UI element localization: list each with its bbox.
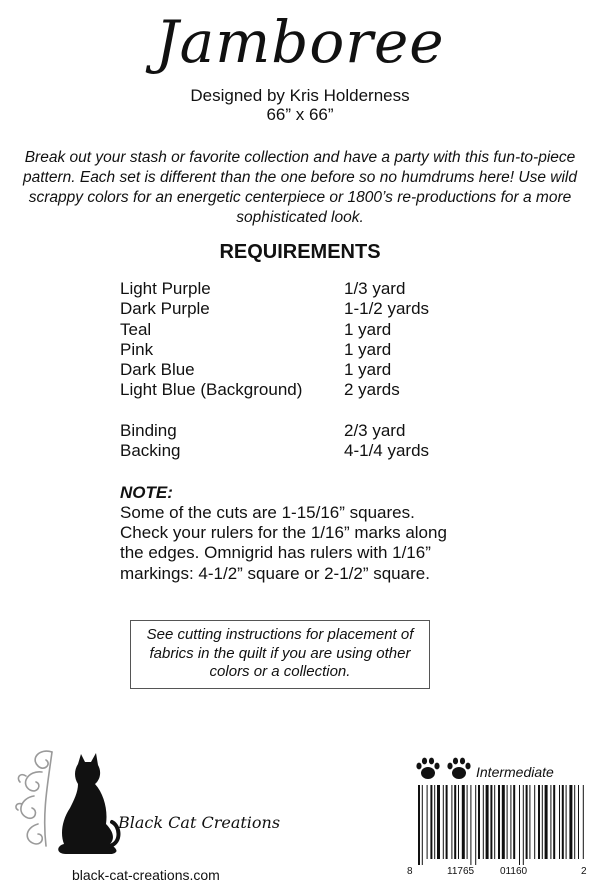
barcode-bar <box>494 785 495 859</box>
barcode-bar <box>583 785 584 859</box>
fabric-name: Dark Purple <box>120 299 210 319</box>
barcode-bar <box>470 785 471 865</box>
requirement-row <box>120 441 520 461</box>
brand-name: Black Cat Creations <box>118 813 281 832</box>
fabric-amount: 1-1/2 yards <box>344 299 430 319</box>
barcode-bar <box>454 785 456 859</box>
barcode-bar <box>578 785 579 859</box>
barcode-bar <box>534 785 535 859</box>
barcode-bar <box>553 785 555 859</box>
pattern-title: Jamboree <box>155 8 445 76</box>
barcode-bar <box>458 785 459 859</box>
barcode-bar <box>513 785 515 859</box>
barcode-bar <box>490 785 492 859</box>
fabric-name: Backing <box>120 441 181 461</box>
barcode-digits: 01160 <box>500 866 528 877</box>
requirement-row <box>120 320 520 340</box>
fabric-name: Light Blue (Background) <box>120 380 303 400</box>
paw-print-icon <box>415 756 441 782</box>
barcode-bar <box>542 785 543 859</box>
barcode-bar <box>462 785 465 859</box>
intro-paragraph: Break out your stash or favorite collection and have a party with this fun-to-piece pattern. Each set is different than the one before so no humdrums here! Use wild scrappy colors for an energetic centerpiece or 1800’s re-productions for a more sophisticated look. <box>22 149 577 226</box>
fabric-name: Binding <box>120 421 177 440</box>
barcode-bar <box>562 785 564 859</box>
barcode-bar <box>443 785 444 859</box>
barcode-bar <box>418 785 420 865</box>
barcode-bar <box>538 785 540 859</box>
quilt-size: 66” x 66” <box>266 105 334 124</box>
requirement-row <box>120 421 520 441</box>
fabric-amount: 2 yards <box>344 380 400 400</box>
fabric-amount: 1/3 yard <box>344 279 406 298</box>
requirement-row <box>120 299 520 319</box>
barcode-bar <box>498 785 500 859</box>
barcode-bar <box>427 785 428 859</box>
barcode-bar <box>559 785 560 859</box>
note-body: Some of the cuts are 1-15/16” squares. Check your rulers for the 1/16” marks along the edges. Omnigrid has rulers with 1/16” markings: 4-1/2” square or 2-1/2” square. <box>120 503 447 583</box>
barcode-bar <box>545 785 548 859</box>
barcode-bar <box>526 785 528 859</box>
barcode-bar <box>483 785 484 859</box>
barcode-bar <box>510 785 511 859</box>
barcode-bar <box>451 785 452 859</box>
barcode-bar <box>523 785 524 865</box>
fabric-name: Dark Blue <box>120 360 195 380</box>
barcode-bar <box>434 785 435 859</box>
barcode-bar <box>478 785 480 859</box>
note-heading: NOTE: <box>120 483 173 502</box>
black-cat-logo-icon <box>12 742 122 862</box>
barcode-bar <box>502 785 505 859</box>
barcode-bar <box>566 785 567 859</box>
requirement-row <box>120 279 520 299</box>
cutting-instructions-text: See cutting instructions for placement of fabrics in the quilt if you are using other colors or a collection. <box>146 626 414 680</box>
requirement-row <box>120 360 520 380</box>
barcode-bar <box>437 785 440 859</box>
barcode-bar <box>550 785 551 859</box>
fabric-requirements-list <box>120 279 520 401</box>
barcode-bar <box>519 785 520 865</box>
barcode-bar <box>446 785 448 859</box>
fabric-amount: 1 yard <box>344 339 392 359</box>
skill-level: Intermediate <box>476 764 554 780</box>
barcode-digits: 2 <box>581 866 587 877</box>
designer-credit: Designed by Kris Holderness <box>190 86 410 105</box>
barcode-bar <box>467 785 468 859</box>
cutting-instructions-box <box>130 620 430 689</box>
barcode-bar <box>574 785 575 859</box>
paw-print-icon <box>446 756 472 782</box>
barcode-digits: 8 <box>407 866 413 877</box>
requirement-row <box>120 380 520 400</box>
fabric-amount: 1 yard <box>344 360 392 380</box>
requirements-heading: REQUIREMENTS <box>219 241 381 263</box>
barcode-bar <box>569 785 572 859</box>
fabric-name: Light Purple <box>120 279 211 298</box>
barcode-bar <box>529 785 530 859</box>
finishing-requirements-list <box>120 421 520 462</box>
barcode-icon <box>418 785 586 865</box>
fabric-amount: 2/3 yard <box>344 421 406 440</box>
fabric-name: Pink <box>120 339 154 359</box>
barcode-bar <box>422 785 423 865</box>
barcode-bar <box>507 785 508 859</box>
barcode-bar <box>486 785 489 859</box>
barcode-digits: 11765 <box>447 866 475 877</box>
barcode-bar <box>430 785 432 859</box>
requirement-row <box>120 340 520 360</box>
fabric-amount: 4-1/4 yards <box>344 441 430 461</box>
barcode-bar <box>475 785 476 865</box>
website-url: black-cat-creations.com <box>72 867 220 883</box>
fabric-name: Teal <box>120 319 152 339</box>
fabric-amount: 1 yard <box>344 319 392 339</box>
